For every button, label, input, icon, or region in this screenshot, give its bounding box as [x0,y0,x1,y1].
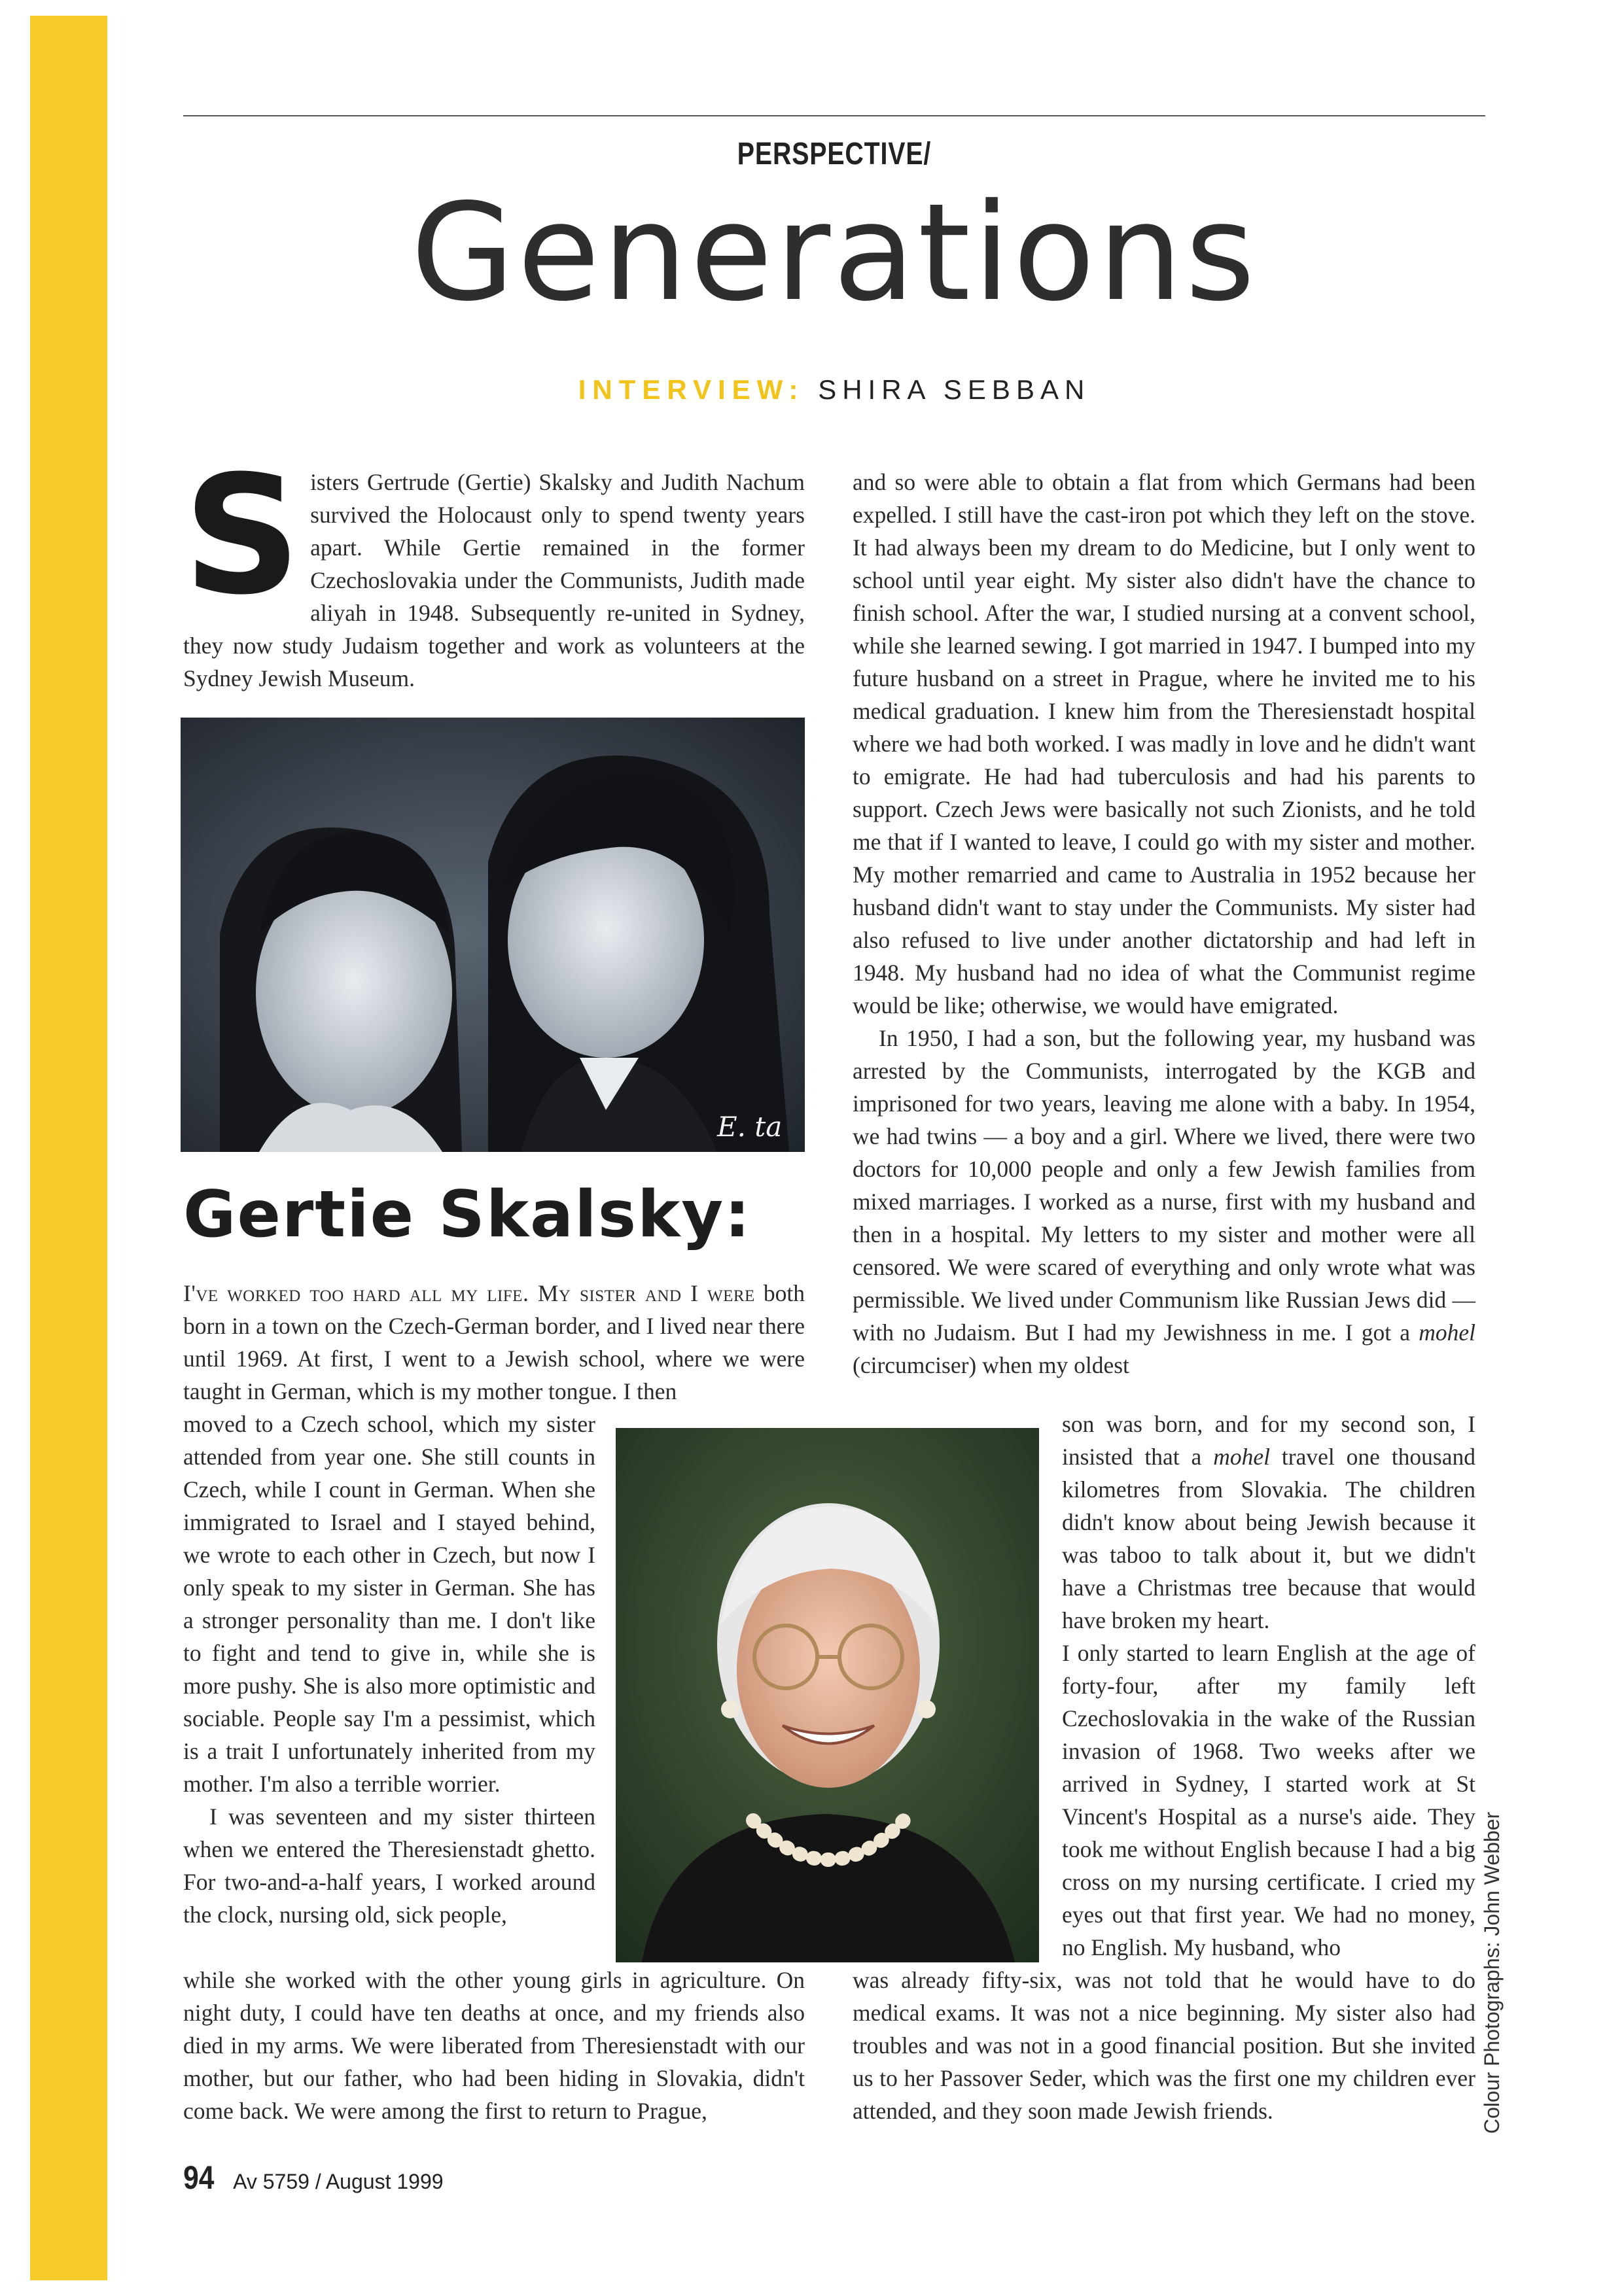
right-paragraph-2-cont: son was born, and for my second son, I insisted that a mohel travel one thousand kilometres from Slovakia. The children didn't know about being Jewish because it was taboo to talk about it, but we didn't have a Christmas tree because that would have broken my heart. [1062,1411,1476,1633]
left-paragraph-2: I was seventeen and my sister thirteen when we entered the Theresienstadt ghetto. For two-and-a-half years, I worked around the clock, nursing old, sick people, [183,1803,595,1928]
intro-paragraph [183,440,805,695]
gertie-portrait-photo [616,1428,1039,1962]
section-label: PERSPECTIVE/ [737,137,932,171]
right-paragraph-3: I only started to learn English at the age of forty-four, after my family left Czechoslovakia in the wake of the Russian invasion of 1968. Two weeks after we arrived in Sydney, I started work at St Vincent's Hospital as a nurse's aide. They took me without English because I had a big cross on my nursing certificate. I cried my eyes out that first year. We had no money, no English. My husband, who [1062,1640,1475,1960]
photographer-signature: E. ta [717,1111,783,1143]
drop-cap: S [183,440,302,631]
gertie-portrait-image [616,1428,1039,1962]
sisters-portrait-photo [181,718,805,1152]
photo-credit: Colour Photographs: John Webber [1480,1811,1504,2134]
sisters-portrait-image [181,718,805,1152]
left-column-narrow [183,1408,595,1931]
right-paragraph-1: and so were able to obtain a flat from which Germans had been expelled. I still have the cast-iron pot which they left on the stove. It had always been my dream to do Medicine, but I only went to school until year eight. My sister also didn't have the chance to finish school. After the war, I studied nursing at a convent school, while she learned sewing. I got married in 1947. I bumped into my future husband on a street in Prague, where he invited me to his medical graduation. I knew him from the Theresienstadt hospital where we had both worked. I was madly in love and he didn't want to emigrate. He had had tuberculosis and had his parents to support. Czech Jews were basically not such Zionists, and he told me that if I wanted to leave, I could go with my sister and mother. My mother remarried and came to Australia in 1952 because her husband didn't want to stay under the Communists. My sister had also refused to live under another dictatorship and had left in 1948. My husband had no idea of what the Communist regime would be like; otherwise, we would have emigrated. [853,469,1475,1018]
page-number: 94 [183,2159,215,2196]
right-column-bottom [853,1964,1475,2127]
right-paragraph-2: In 1950, I had a son, but the following year, my husband was arrested by the Communists, interrogated by the KGB and imprisoned for two years, leaving me alone with a baby. In 1954, we had twins — a boy and a girl. Where we lived, there were two doctors for 10,000 people and only a few Jewish families from mixed marriages. I worked as a nurse, first with my husband and then in a hospital. My letters to my sister and mother were all censored. We were scared of everything and only wrote what was permissible. We lived under Communism like Russian Jews did — with no Judaism. But I had my Jewishness in me. I got a mohel (circumciser) when my oldest [853,1025,1475,1378]
issue-date: Av 5759 / August 1999 [233,2170,444,2193]
lead-in-caps: I've worked too hard all my life. My sister and I were [183,1280,755,1306]
intro-text: isters Gertrude (Gertie) Skalsky and Judith Nachum survived the Holocaust only to spend twenty years apart. While Gertie remained in the former Czechoslovakia under the Communists, Judith made aliyah in 1948. Subsequently re-united in Sydney, they now study Judaism together and work as volunteers at the Sydney Jewish Museum. [183,469,805,691]
yellow-sidebar-bar [30,16,107,2280]
left-column-bottom [183,1964,805,2127]
right-column-narrow [1062,1408,1475,1964]
left-paragraph-1: I've worked too hard all my life. My sister and I were both born in a town on the Czech-German border, and I lived near there until 1969. At first, I went to a Jewish school, where we were taught in German, which is my mother tongue. I then [183,1280,805,1404]
byline [183,374,1485,406]
left-column-top [183,1277,805,1408]
byline-label: INTERVIEW: [578,374,805,405]
left-paragraph-2-cont: while she worked with the other young girls in agriculture. On night duty, I could have ten deaths at once, and my friends also died in my arms. We were liberated from Theresienstadt with our mother, but our father, who had been hiding in Slovakia, didn't come back. We were among the first to return to Prague, [183,1967,805,2124]
interviewee-heading: Gertie Skalsky: [183,1177,752,1252]
right-column-top [853,466,1475,1382]
top-rule [183,115,1485,116]
article-title: Generations [410,175,1258,331]
byline-author: SHIRA SEBBAN [818,374,1091,405]
left-paragraph-1-cont: moved to a Czech school, which my sister attended from year one. She still counts in Czech, while I count in German. When she immigrated to Israel and I stayed behind, we wrote to each other in Czech, but now I only speak to my sister in German. She has a stronger personality than me. I don't like to fight and tend to give in, while she is more pushy. She is also more optimistic and sociable. People say I'm a pessimist, which is a trait I unfortunately inherited from my mother. I'm also a terrible worrier. [183,1411,595,1797]
page-footer [181,2159,444,2197]
right-paragraph-3-cont: was already fifty-six, was not told that he would have to do medical exams. It was not a nice beginning. My sister also had troubles and was not in a good financial position. But she invited us to her Passover Seder, which was the first one my children ever attended, and they soon made Jewish friends. [853,1967,1475,2124]
